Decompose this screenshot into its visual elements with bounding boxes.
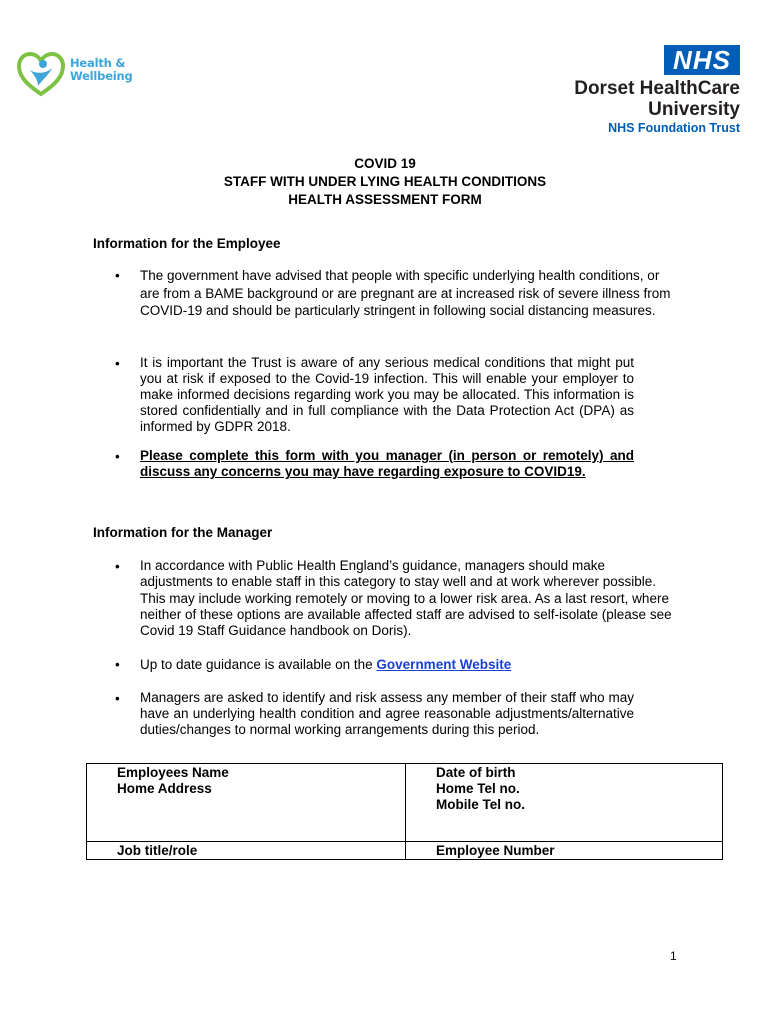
table-row bbox=[87, 764, 723, 842]
government-website-link[interactable]: Government Website bbox=[376, 657, 512, 672]
date-of-birth-label: Date of birth bbox=[436, 765, 516, 780]
hw-line1: Health & bbox=[70, 56, 126, 70]
title-line1: COVID 19 bbox=[354, 156, 416, 171]
health-wellbeing-logo bbox=[16, 50, 146, 100]
list-item bbox=[115, 355, 675, 435]
dob-phone-cell[interactable] bbox=[406, 764, 723, 842]
list-item bbox=[115, 656, 675, 674]
title-line3: HEALTH ASSESSMENT FORM bbox=[288, 192, 482, 207]
mobile-tel-label: Mobile Tel no. bbox=[436, 797, 525, 812]
list-item bbox=[115, 267, 675, 337]
bullet-icon: • bbox=[115, 268, 120, 283]
home-address-label: Home Address bbox=[117, 781, 212, 796]
heart-figure-icon bbox=[16, 50, 66, 100]
bullet-icon: • bbox=[115, 559, 120, 574]
bullet-icon: • bbox=[115, 691, 120, 706]
bullet-icon: • bbox=[115, 657, 120, 672]
nhs-org-name-line1: Dorset HealthCare bbox=[574, 78, 740, 99]
bullet-text-lead: Up to date guidance is available on the bbox=[140, 657, 377, 672]
bullet-text: Managers are asked to identify and risk assess any member of their staff who may have an underlying health condition and agree reasonable adjustments/alternative duties/changes to normal working arrangements during this period. bbox=[140, 690, 634, 737]
page-number: 1 bbox=[670, 949, 677, 963]
bullet-text: It is important the Trust is aware of any serious medical conditions that might put you at risk if exposed to the Covid-19 infection. This will enable your employer to make informed decisions regarding work you may be allocated. This information is stored confidentially and in full compliance with the Data Protection Act (DPA) as informed by GDPR 2018. bbox=[140, 355, 634, 434]
health-wellbeing-wordmark bbox=[70, 57, 133, 83]
form-title bbox=[0, 155, 770, 209]
list-item bbox=[115, 690, 675, 756]
name-address-cell[interactable] bbox=[87, 764, 406, 842]
bullet-icon: • bbox=[115, 449, 120, 464]
job-title-label: Job title/role bbox=[117, 843, 198, 858]
nhs-badge: NHS bbox=[664, 45, 740, 75]
employee-number-cell[interactable] bbox=[406, 842, 723, 860]
bullet-text: In accordance with Public Health England’s guidance, managers should make adjustments to enable staff in this category to stay well and at work wherever possible. This may include working remotely or moving to a lower risk area. As a last resort, where neither of these options are available affected staff are advised to self-isolate (please see Covid 19 Staff Guidance handbook on Doris). bbox=[140, 558, 672, 639]
employees-name-label: Employees Name bbox=[117, 765, 229, 780]
bullet-icon: • bbox=[115, 356, 120, 371]
nhs-trust-name: NHS Foundation Trust bbox=[608, 121, 740, 135]
employee-section-heading: Information for the Employee bbox=[93, 236, 281, 251]
list-item bbox=[115, 448, 675, 482]
manager-section-heading: Information for the Manager bbox=[93, 525, 273, 540]
home-tel-label: Home Tel no. bbox=[436, 781, 520, 796]
table-row bbox=[87, 842, 723, 860]
nhs-org-name-line2: University bbox=[648, 99, 740, 120]
nhs-logo bbox=[540, 45, 740, 140]
bullet-text: Please complete this form with you manager (in person or remotely) and discuss any concerns you may have regarding exposure to COVID19. bbox=[140, 448, 634, 479]
bullet-text: The government have advised that people with specific underlying health conditions, or are from a BAME background or are pregnant are at increased risk of severe illness from COVID-19 and should be particularly stringent in following social distancing measures. bbox=[140, 268, 671, 318]
employee-details-table bbox=[86, 763, 723, 860]
job-title-cell[interactable] bbox=[87, 842, 406, 860]
title-line2: STAFF WITH UNDER LYING HEALTH CONDITIONS bbox=[223, 174, 547, 189]
list-item bbox=[115, 558, 675, 642]
hw-line2: Wellbeing bbox=[70, 69, 133, 83]
employee-number-label: Employee Number bbox=[436, 843, 555, 858]
bullet-text bbox=[140, 656, 675, 673]
